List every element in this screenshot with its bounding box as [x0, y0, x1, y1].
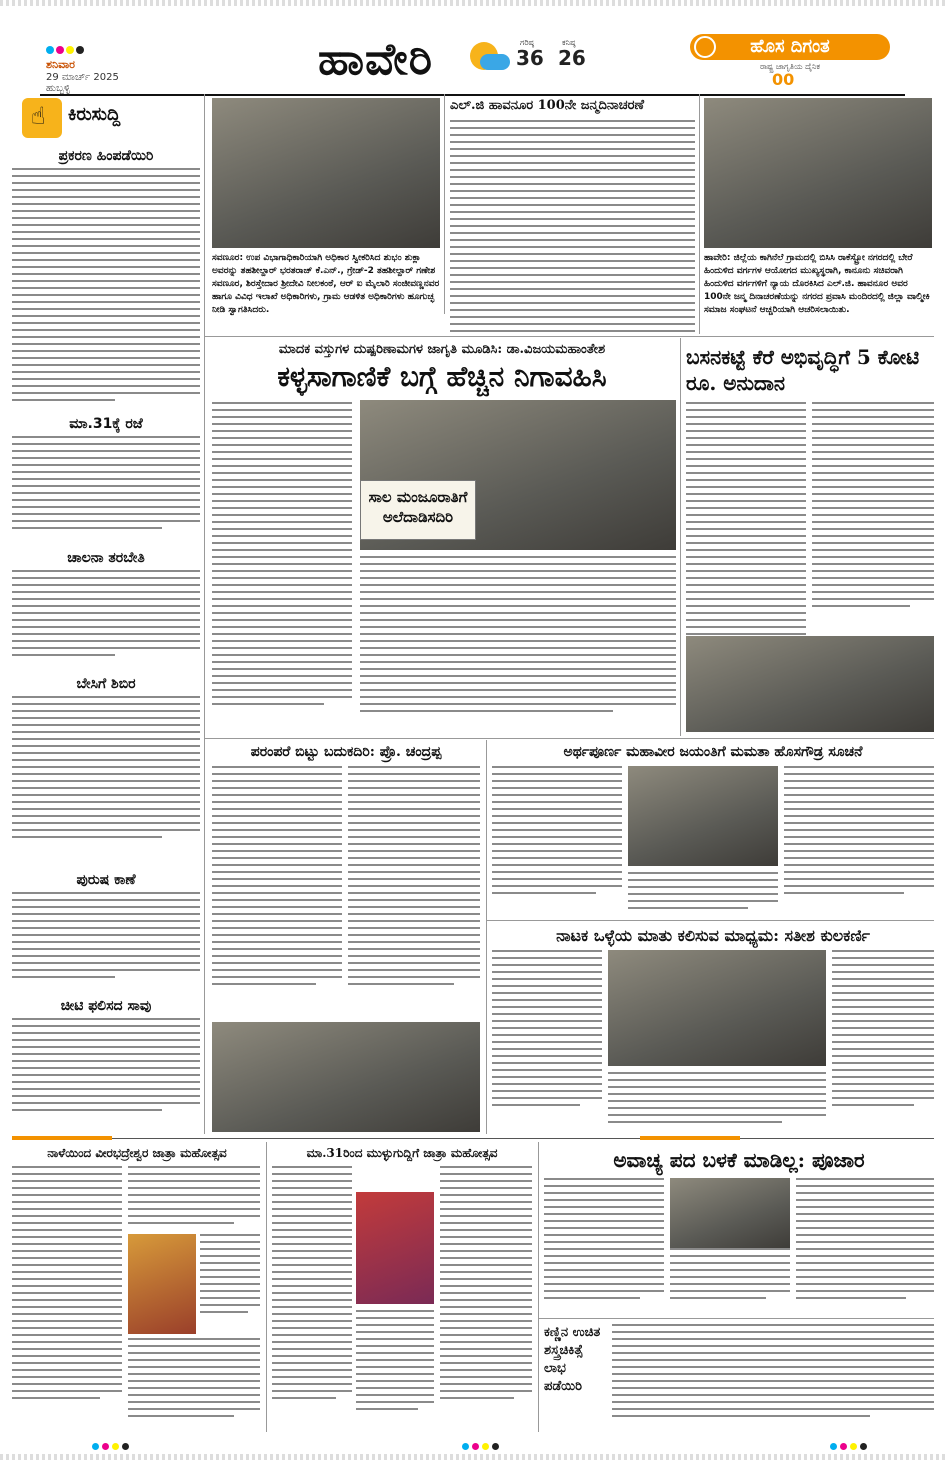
column-divider: [680, 338, 681, 736]
story-headline: ನಾಟಕ ಒಳ್ಳೆಯ ಮಾತು ಕಲಿಸುವ ಮಾಧ್ಯಮ: ಸತೀಶ ಕುಲಕರ್ಣಿ: [556, 926, 870, 945]
story-body: [440, 1166, 532, 1428]
brand-name: ಹೊಸ ದಿಗಂತ: [690, 34, 890, 60]
column-divider: [444, 94, 445, 314]
story-headline: ಪರಂಪರೆ ಬಿಟ್ಟು ಬದುಕದಿರಿ: ಪ್ರೊ. ಚಂದ್ರಪ್ಪ: [250, 744, 442, 760]
brief-title: ಚಾಲನಾ ತರಬೇತಿ: [67, 550, 145, 566]
story-headline: ಎಲ್.ಜಿ ಹಾವನೂರ 100ನೇ ಜನ್ಮದಿನಾಚರಣೆ: [450, 98, 644, 113]
min-temp: 26: [558, 46, 586, 70]
story-body: [356, 1310, 434, 1428]
story-body: [612, 1324, 934, 1428]
date-label: 29 ಮಾರ್ಚ್ 2025: [46, 72, 119, 83]
column-divider: [699, 94, 700, 334]
story-headline: ಕಣ್ಣಿನ ಉಚಿತ ಶಸ್ತ್ರಚಿಕಿತ್ಸೆ ಲಾಭ ಪಡೆಯಿರಿ: [544, 1325, 601, 1394]
story-body: [200, 1234, 260, 1334]
brief-body: [12, 168, 200, 408]
brief-body: [12, 570, 200, 670]
story-body: [784, 766, 934, 916]
row-divider: [204, 738, 934, 739]
bottom-color-strip: [0, 1454, 945, 1460]
row-divider: [486, 920, 934, 921]
kirusuddi-title: ಕಿರುಸುದ್ದಿ: [68, 104, 121, 125]
min-temp-label: ಕನಿಷ್ಠ: [562, 38, 576, 47]
registration-dots: [92, 1443, 129, 1450]
photo-caption: ಹಾವೇರಿ: ಜಿಲ್ಲೆಯ ಕಾಗಿನೆಲೆ ಗ್ರಾಮದಲ್ಲಿ ಬಿಸಿಸಿ ರಾಕೆಸ್ಟ್ರೋ ನಗರದಲ್ಲಿ ಬೇರೆ ಹಿಂದುಳಿದ ವರ್ಗಗಳ ಆಯೋಗದ ಮುಖ್ಯಸ್ಥರಾಗಿ, ಕಾನೂನು ಸಚಿವರಾಗಿ ಹಿಂದುಳಿದ ವರ್ಗಗಳಿಗೆ ನ್ಯಾಯ ದೊರಕಿಸಿದ ಎಲ್.ಜಿ. ಹಾವನೂರ ಅವರ 100ನೇ ಜನ್ಮ ದಿನಾಚರಣೆಯನ್ನು ನಗರದ ಪ್ರವಾಸಿ ಮಂದಿರದಲ್ಲಿ ಜಿಲ್ಲಾ ವಾಲ್ಮೀಕಿ ಸಮಾಜ ಸಂಘಟನೆ ಆಚ್ಚರಿಯಾಗಿ ಆಚರಿಸಲಾಯಿತು.: [704, 253, 930, 315]
brand-logo: [690, 34, 890, 90]
story-body: [128, 1338, 260, 1428]
story-body: [608, 1072, 826, 1132]
story-body: [450, 120, 695, 332]
row-divider: [204, 336, 934, 337]
cloud-icon: [480, 54, 510, 70]
story-photo: [628, 766, 778, 866]
brief-body: [12, 892, 200, 992]
pointing-hand-icon: [22, 98, 62, 138]
page-number: 00: [772, 70, 795, 89]
kirusuddi-column: [12, 96, 200, 1136]
story-headline: ಮಾ.31ರಿಂದ ಮುಳ್ಳುಗುದ್ದಿಗೆ ಜಾತ್ರಾ ಮಹೋತ್ಸವ: [306, 1146, 498, 1160]
row-divider: [538, 1318, 934, 1319]
story-headline: ಬಸನಕಟ್ಟೆ ಕೆರೆ ಅಭಿವೃದ್ಧಿಗೆ 5 ಕೋಟಿ ರೂ. ಅನುದಾನ: [686, 345, 920, 395]
deity-photo: [128, 1234, 196, 1334]
brand-tagline: ರಾಷ್ಟ್ರ ಜಾಗೃತಿಯ ದೈನಿಕ: [759, 62, 821, 71]
page-header: [0, 6, 945, 94]
registration-dots: [830, 1443, 867, 1450]
color-dots: [46, 46, 94, 56]
insert-title: ಸಾಲ ಮಂಜೂರಾತಿಗೆ ಅಲೆದಾಡಿಸದಿರಿ: [368, 488, 468, 526]
column-divider: [486, 740, 487, 1134]
story-body: [492, 766, 622, 916]
story-body: [12, 1166, 122, 1428]
brief-body: [12, 436, 200, 544]
brief-body: [12, 696, 200, 866]
story-body: [796, 1178, 934, 1314]
accent-bar: [12, 1136, 112, 1140]
story-photo: [212, 1022, 480, 1132]
story-photo: [704, 98, 932, 248]
story-photo: [686, 636, 934, 732]
deity-photo: [356, 1192, 434, 1304]
photo-caption: ಸವಣೂರ: ಉಪ ವಿಭಾಗಾಧಿಕಾರಿಯಾಗಿ ಅಧಿಕಾರ ಸ್ವೀಕರಿಸಿದ ಶುಭಂ ಶುಕ್ಲಾ ಅವರನ್ನು ತಹಶೀಲ್ದಾರ್ ಭರತರಾಜ್ ಕೆ.ಎನ್., ಗ್ರೇಡ್-2 ತಹಶೀಲ್ದಾರ್ ಗಣೇಶ ಸವಣೂರ, ಶಿರಸ್ತೇದಾರ ಶ್ರೀದೇವಿ ನೀಲಕಂಠೆ, ಆರ್ ಐ ಮೈಲಾರಿ ಸಂಜೀವಣ್ಣನವರ ಹಾಗೂ ವಿವಿಧ ಇಲಾಖೆ ಅಧಿಕಾರಿಗಳು, ಗ್ರಾಮ ಆಡಳಿತ ಅಧಿಕಾರಿಗಳು ಹೂಗುಚ್ಛ ನೀಡಿ ಸ್ವಾಗತಿಸಿದರು.: [212, 253, 440, 315]
story-body: [212, 766, 342, 1016]
story-body: [272, 1166, 352, 1428]
column-divider: [538, 1142, 539, 1432]
story-body: [544, 1178, 664, 1314]
brief-title: ಪುರುಷ ಕಾಣೆ: [76, 872, 136, 888]
brand-emblem-icon: [694, 36, 716, 58]
story-body: [360, 556, 676, 736]
column-divider: [266, 1142, 267, 1432]
story-headline: ಅವಾಚ್ಯ ಪದ ಬಳಕೆ ಮಾಡಿಲ್ಲ: ಪೂಜಾರ: [613, 1148, 865, 1172]
date-block: [46, 46, 166, 94]
brief-title: ಚೀಟಿ ಫಲಿಸದ ಸಾವು: [60, 998, 152, 1014]
insert-box: [360, 480, 476, 540]
column-divider: [204, 94, 205, 1134]
story-body: [348, 766, 480, 1016]
brief-title: ಬೇಸಿಗೆ ಶಿಬಿರ: [76, 676, 136, 692]
max-temp-label: ಗರಿಷ್ಠ: [520, 38, 534, 47]
brief-title: ಮಾ.31ಕ್ಕೆ ರಜೆ: [69, 416, 143, 432]
story-body: [492, 950, 602, 1132]
story-headline: ನಾಳೆಯಿಂದ ವೀರಭದ್ರೇಶ್ವರ ಜಾತ್ರಾ ಮಹೋತ್ಸವ: [47, 1146, 227, 1160]
registration-dots: [462, 1443, 499, 1450]
masthead: ಹಾವೇರಿ: [318, 34, 433, 85]
edition-location: ಹುಬ್ಬಳ್ಳಿ: [46, 83, 71, 94]
brief-body: [12, 1018, 200, 1132]
story-body: [628, 872, 778, 916]
story-photo: [212, 98, 440, 248]
story-body: [128, 1166, 260, 1232]
story-photo: [670, 1178, 790, 1248]
weather-widget: [470, 36, 590, 84]
accent-bar: [640, 1136, 740, 1140]
story-body: [812, 402, 934, 632]
story-headline: ಅರ್ಥಪೂರ್ಣ ಮಹಾವೀರ ಜಯಂತಿಗೆ ಮಮತಾ ಹೊಸಗೌಡ್ರ ಸೂಚನೆ: [563, 744, 863, 760]
story-body: [832, 950, 934, 1132]
max-temp: 36: [516, 46, 544, 70]
story-headline: ಕಳ್ಳಸಾಗಾಣಿಕೆ ಬಗ್ಗೆ ಹೆಚ್ಚಿನ ನಿಗಾವಹಿಸಿ: [277, 360, 607, 393]
story-kicker: ಮಾದಕ ವಸ್ತುಗಳ ದುಷ್ಪರಿಣಾಮಗಳ ಜಾಗೃತಿ ಮೂಡಿಸಿ: ಡಾ.ವಿಜಯಮಹಾಂತೇಶ: [278, 342, 606, 357]
row-divider: [12, 1138, 934, 1139]
story-body: [212, 402, 352, 732]
day-label: ಶನಿವಾರ: [46, 58, 75, 71]
brief-title: ಪ್ರಕರಣ ಹಿಂಪಡೆಯಿರಿ: [58, 148, 154, 164]
kirusuddi-logo: [22, 98, 192, 138]
story-photo: [608, 950, 826, 1066]
